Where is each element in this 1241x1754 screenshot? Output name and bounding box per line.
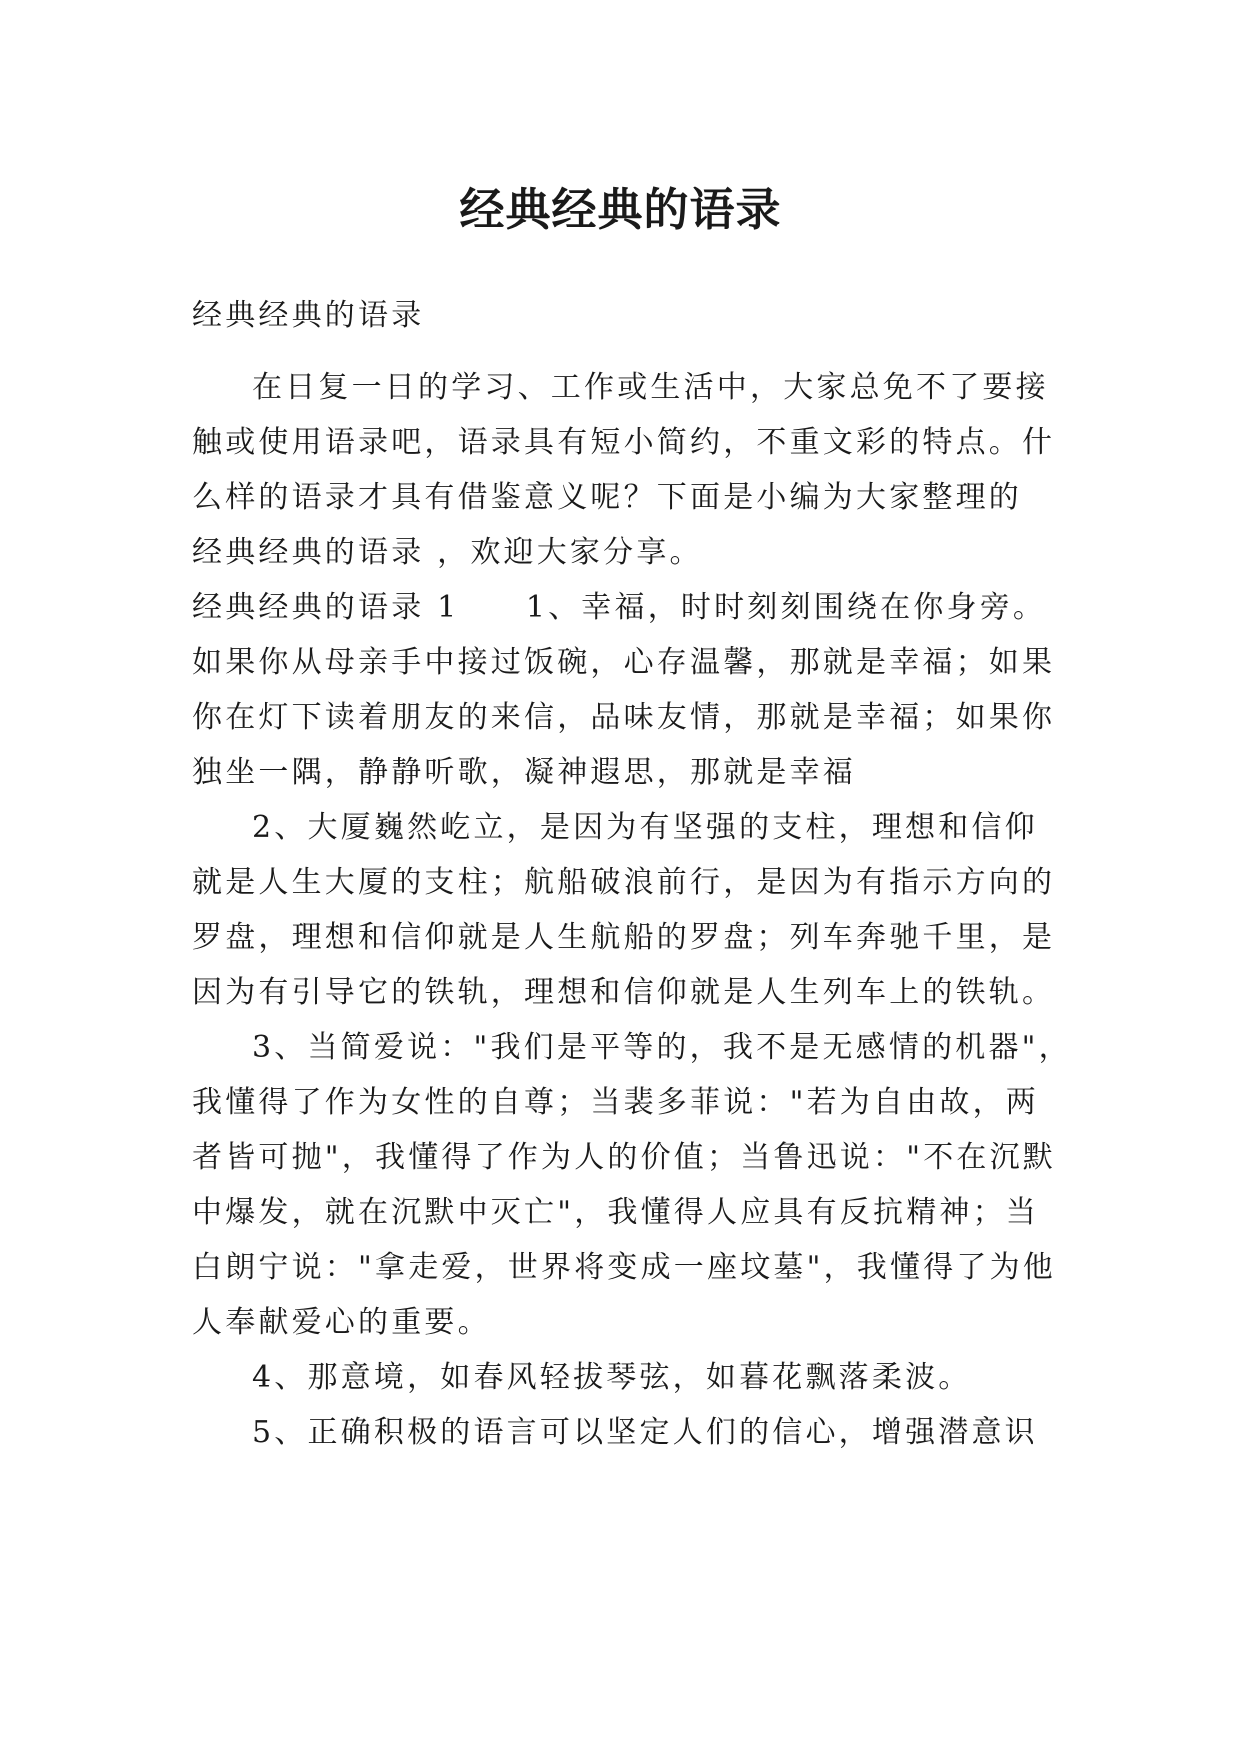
quote-3-line-1: 3、当简爱说："我们是平等的，我不是无感情的机器"，	[252, 1030, 1072, 1065]
intro-line-2: 触或使用语录吧，语录具有短小简约，不重文彩的特点。什	[192, 425, 1056, 460]
quote-3-line-6: 人奉献爱心的重要。	[192, 1305, 491, 1340]
quote-2-line-4: 因为有引导它的铁轨，理想和信仰就是人生列车上的铁轨。	[192, 975, 1056, 1010]
intro-line-3: 么样的语录才具有借鉴意义呢？下面是小编为大家整理的	[192, 480, 1022, 515]
quote-3-line-2: 我懂得了作为女性的自尊；当裴多菲说："若为自由故，两	[192, 1085, 1039, 1120]
quote-2-line-1: 2、大厦巍然屹立，是因为有坚强的支柱，理想和信仰	[252, 810, 1038, 845]
quote-3-line-5: 白朗宁说："拿走爱，世界将变成一座坟墓"，我懂得了为他	[192, 1250, 1056, 1285]
quote-5-line-1: 5、正确积极的语言可以坚定人们的信心，增强潜意识	[252, 1415, 1038, 1450]
intro-line-4: 经典经典的语录 ，欢迎大家分享。	[192, 535, 703, 570]
quote-1-line-2: 如果你从母亲手中接过饭碗，心存温馨，那就是幸福；如果	[192, 645, 1056, 680]
quote-3-line-3: 者皆可抛"，我懂得了作为人的价值；当鲁迅说："不在沉默	[192, 1140, 1056, 1175]
quote-1-line-3: 你在灯下读着朋友的来信，品味友情，那就是幸福；如果你	[192, 700, 1056, 735]
quote-1-line-4: 独坐一隅，静静听歌，凝神遐思，那就是幸福	[192, 755, 856, 790]
quote-3-line-4: 中爆发，就在沉默中灭亡"，我懂得人应具有反抗精神；当	[192, 1195, 1039, 1230]
quote-4-line-1: 4、那意境，如春风轻拔琴弦，如暮花飘落柔波。	[252, 1360, 972, 1395]
quote-2-line-2: 就是人生大厦的支柱；航船破浪前行，是因为有指示方向的	[192, 865, 1056, 900]
section-1-heading-line: 经典经典的语录 1 1、幸福，时时刻刻围绕在你身旁。	[192, 590, 1047, 625]
document-subtitle: 经典经典的语录	[192, 298, 425, 333]
document-title: 经典经典的语录	[459, 183, 782, 237]
quote-2-line-3: 罗盘，理想和信仰就是人生航船的罗盘；列车奔驰千里，是	[192, 920, 1056, 955]
intro-line-1: 在日复一日的学习、工作或生活中，大家总免不了要接	[252, 370, 1049, 405]
